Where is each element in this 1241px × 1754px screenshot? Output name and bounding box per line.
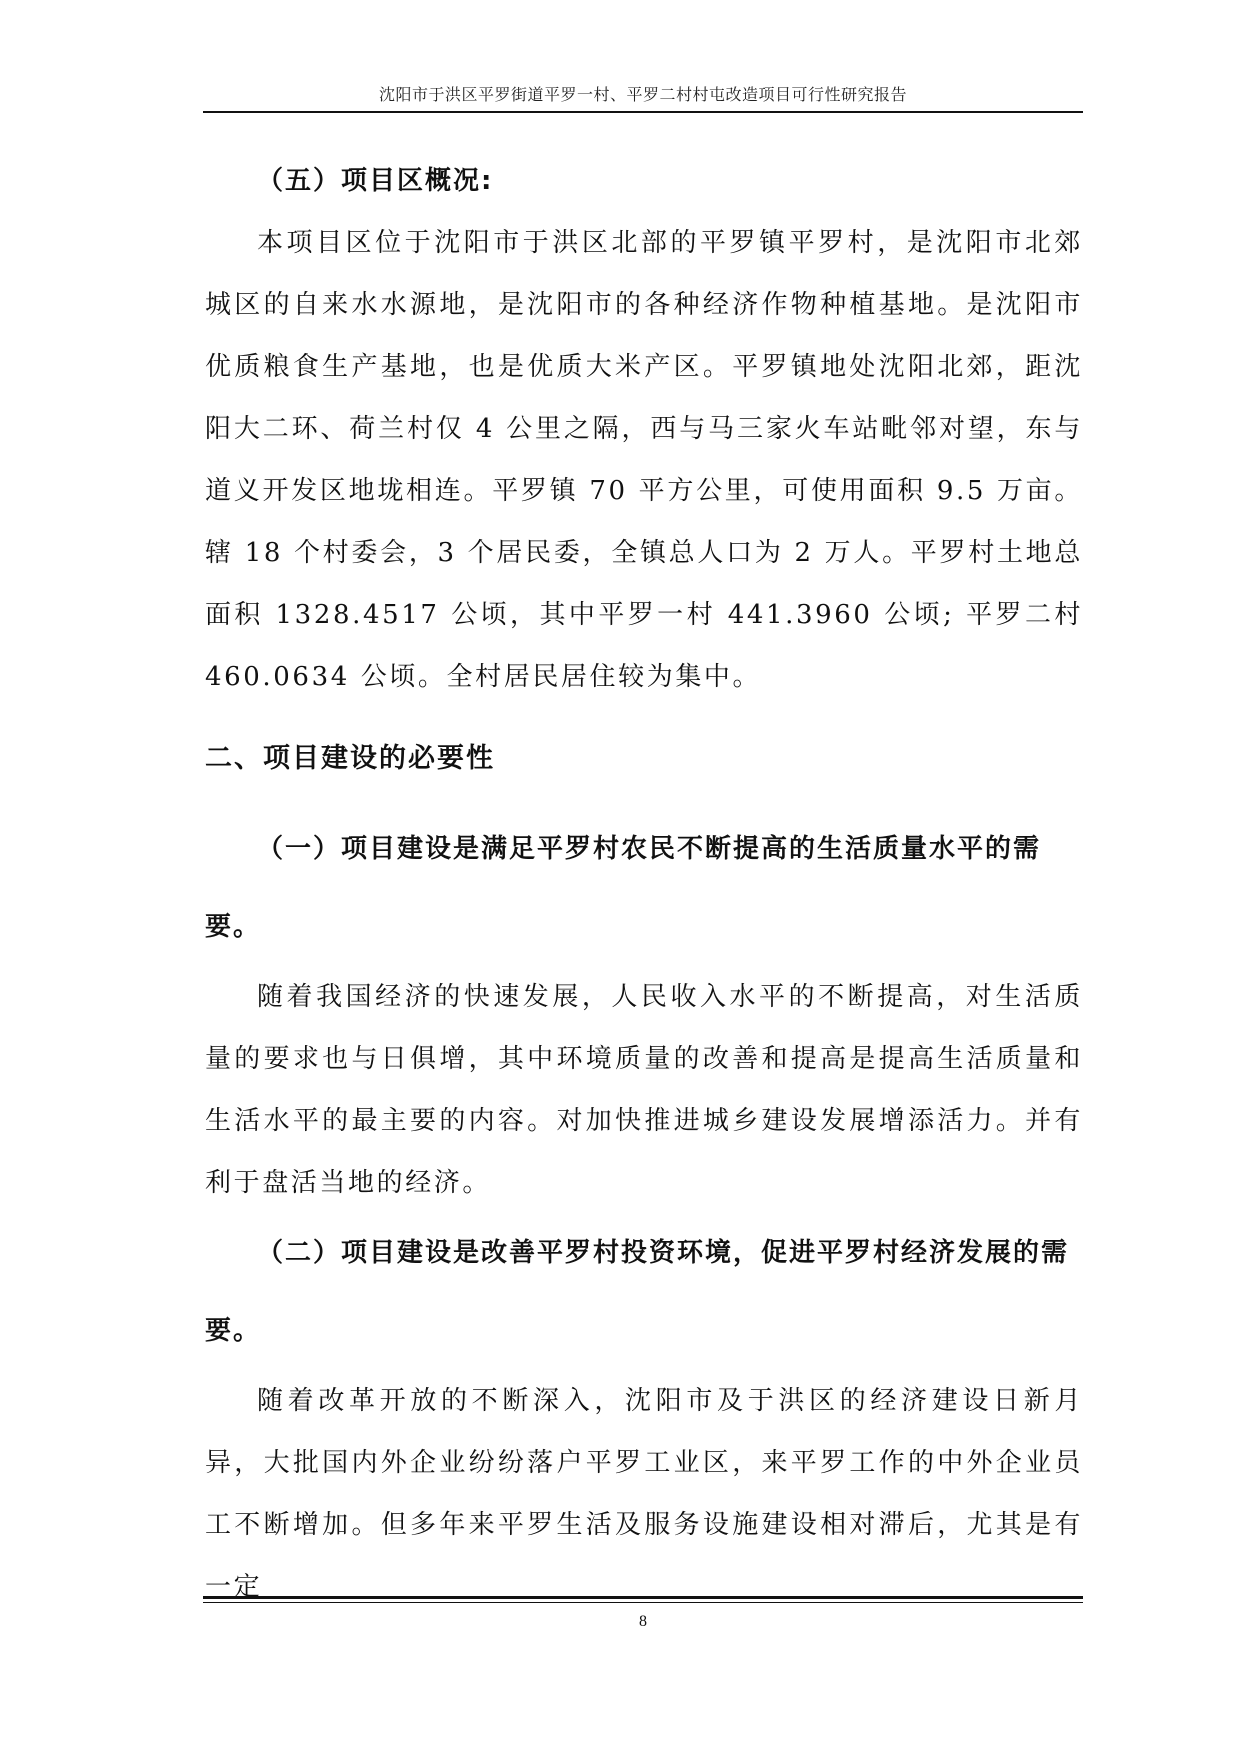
need-one-heading: （一）项目建设是满足平罗村农民不断提高的生活质量水平的需要。	[205, 834, 1042, 942]
need-two-heading: （二）项目建设是改善平罗村投资环境，促进平罗村经济发展的需要。	[205, 1238, 1070, 1346]
spacer	[205, 708, 1083, 728]
need-one-paragraph: 随着我国经济的快速发展，人民收入水平的不断提高，对生活质量的要求也与日俱增，其中环境质量的改善和提高是提高生活质量和生活水平的最主要的内容。对加快推进城乡建设发展增添活力。并有利于盘活当地的经济。	[205, 982, 1083, 1198]
overview-paragraph: 本项目区位于沈阳市于洪区北部的平罗镇平罗村，是沈阳市北郊城区的自来水水源地，是沈阳市的各种经济作物种植基地。是沈阳市优质粮食生产基地，也是优质大米产区。平罗镇地处沈阳北郊，距沈阳大二环、荷兰村仅 4 公里之隔，西与马三家火车站毗邻对望，东与道义开发区地垅相连。平罗镇 70 平方公里，可使用面积 9.5 万亩。辖 18 个村委会，3 个居民委，全镇总人口为 2 万人。平罗村土地总面积 1328.4517 公顷，其中平罗一村 441.3960 公顷; 平罗二村 460.0634 公顷。全村居民居住较为集中。	[205, 228, 1083, 692]
footer-divider-thin	[203, 1602, 1083, 1603]
section-heading-necessity: 二、项目建设的必要性	[205, 743, 495, 774]
page-number: 8	[639, 1613, 647, 1630]
spacer	[205, 790, 1083, 810]
overview-heading: （五）项目区概况:	[257, 166, 494, 196]
need-two-paragraph: 随着改革开放的不断深入，沈阳市及于洪区的经济建设日新月异，大批国内外企业纷纷落户平罗工业区，来平罗工作的中外企业员工不断增加。但多年来平罗生活及服务设施建设相对滞后，尤其是有一定	[205, 1386, 1083, 1602]
footer-divider-thick	[203, 1596, 1083, 1599]
page-body	[205, 150, 1083, 1618]
header-divider	[203, 111, 1083, 113]
running-header: 沈阳市于洪区平罗街道平罗一村、平罗二村村屯改造项目可行性研究报告	[378, 85, 907, 104]
